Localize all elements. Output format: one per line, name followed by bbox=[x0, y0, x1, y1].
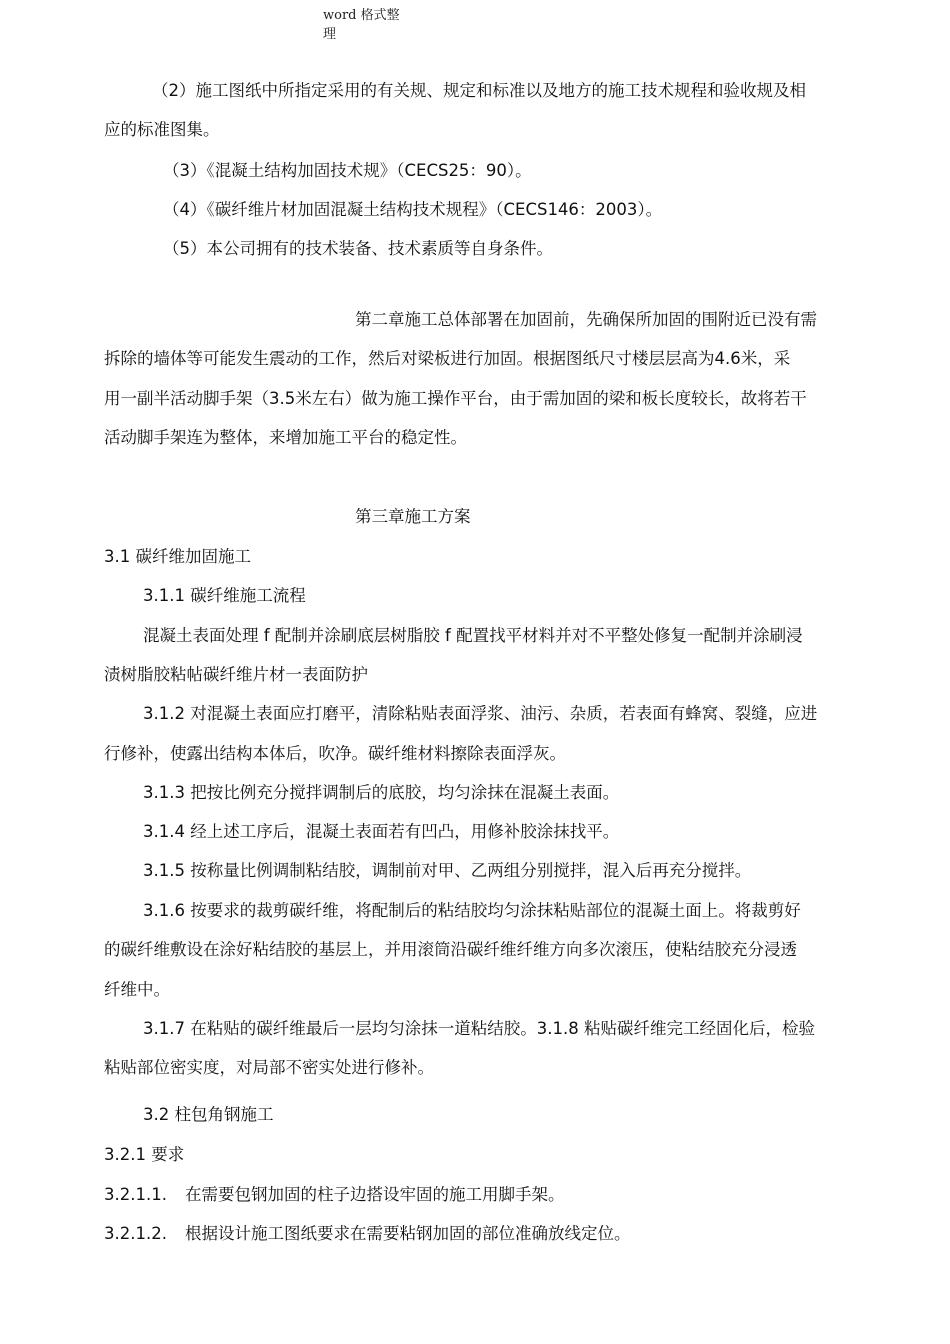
paragraph-line: 活动脚手架连为整体，来增加施工平台的稳定性。 bbox=[104, 428, 467, 447]
chapter-3-heading: 第三章施工方案 bbox=[355, 507, 471, 526]
paragraph-line: 渍树脂胶粘帖碳纤维片材一表面防护 bbox=[104, 665, 368, 684]
list-item: （5）本公司拥有的技术装备、技术素质等自身条件。 bbox=[163, 239, 553, 258]
paragraph-line: 3.1.3 把按比例充分搅拌调制后的底胶，均匀涂抹在混凝土表面。 bbox=[143, 783, 620, 802]
paragraph-line: 拆除的墙体等可能发生震动的工作，然后对梁板进行加固。根据图纸尺寸楼层层高为4.6米，采 bbox=[104, 349, 791, 368]
section-heading: 3.1 碳纤维加固施工 bbox=[104, 547, 251, 566]
paragraph-line: 3.1.5 按称量比例调制粘结胶，调制前对甲、乙两组分别搅拌，混入后再充分搅拌。 bbox=[143, 861, 752, 880]
paragraph-line: 3.1.6 按要求的裁剪碳纤维，将配制后的粘结胶均匀涂抹粘贴部位的混凝土面上。将裁剪好 bbox=[143, 901, 801, 920]
paragraph-line: 行修补，使露出结构本体后，吹净。碳纤维材料擦除表面浮灰。 bbox=[104, 744, 566, 763]
list-item: （3）《混凝土结构加固技术规》（CECS25：90）。 bbox=[163, 161, 532, 180]
paragraph-line: 应的标准图集。 bbox=[104, 120, 220, 139]
paragraph-line: 3.1.4 经上述工序后，混凝土表面若有凹凸，用修补胶涂抹找平。 bbox=[143, 822, 620, 841]
paragraph-line: 3.1.7 在粘贴的碳纤维最后一层均匀涂抹一道粘结胶。3.1.8 粘贴碳纤维完工经固化后，检验 bbox=[143, 1019, 815, 1038]
header-line-2: 理 bbox=[323, 27, 337, 42]
subsection-heading: 3.1.1 碳纤维施工流程 bbox=[143, 586, 306, 605]
paragraph-line: 粘贴部位密实度，对局部不密实处进行修补。 bbox=[104, 1058, 434, 1077]
paragraph-line: 用一副半活动脚手架（3.5米左右）做为施工操作平台，由于需加固的梁和板长度较长，故将若干 bbox=[104, 389, 807, 408]
paragraph-line: 纤维中。 bbox=[104, 980, 170, 999]
numbered-item-label: 3.2.1.1. bbox=[104, 1185, 167, 1204]
numbered-item-label: 3.2.1.2. bbox=[104, 1224, 167, 1243]
chapter-2-heading-line: 第二章施工总体部署在加固前，先确保所加固的围附近已没有需 bbox=[355, 310, 817, 329]
subsection-heading: 3.2.1 要求 bbox=[104, 1145, 185, 1164]
numbered-item-text: 根据设计施工图纸要求在需要粘钢加固的部位准确放线定位。 bbox=[185, 1224, 631, 1243]
paragraph-line: 混凝土表面处理 f 配制并涂刷底层树脂胶 f 配置找平材料并对不平整处修复一配制并涂刷浸 bbox=[143, 626, 803, 645]
paragraph-line: 3.1.2 对混凝土表面应打磨平，清除粘贴表面浮浆、油污、杂质，若表面有蜂窝、裂缝，应进 bbox=[143, 704, 818, 723]
list-item: （4）《碳纤维片材加固混凝土结构技术规程》（CECS146：2003）。 bbox=[163, 200, 663, 219]
paragraph-line: （2）施工图纸中所指定采用的有关规、规定和标准以及地方的施工技术规程和验收规及相 bbox=[152, 81, 806, 100]
page-header bbox=[323, 6, 413, 44]
paragraph-line: 的碳纤维敷设在涂好粘结胶的基层上，并用滚筒沿碳纤维纤维方向多次滚压，使粘结胶充分浸透 bbox=[104, 940, 797, 959]
header-line-1: word 格式整 bbox=[323, 8, 400, 23]
numbered-item-text: 在需要包钢加固的柱子边搭设牢固的施工用脚手架。 bbox=[185, 1185, 565, 1204]
section-heading: 3.2 柱包角钢施工 bbox=[143, 1105, 274, 1124]
